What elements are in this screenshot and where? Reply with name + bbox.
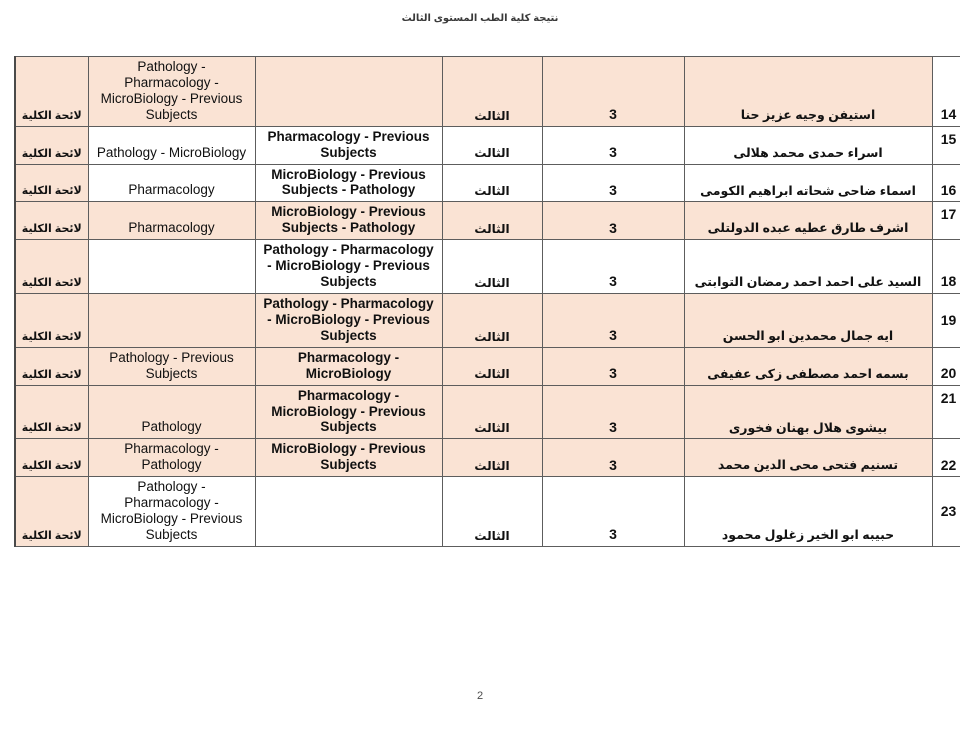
subjects-plain-cell: Pathology - Pharmacology - MicroBiology - Previous Subjects [88, 57, 255, 127]
regulation-cell: لائحة الكلية [15, 57, 88, 127]
subjects-bold-cell [255, 57, 442, 127]
level-number-cell: 3 [542, 385, 684, 439]
subjects-plain-cell: Pathology - MicroBiology [88, 126, 255, 164]
regulation-cell: لائحة الكلية [15, 439, 88, 477]
regulation-cell: لائحة الكلية [15, 164, 88, 202]
level-name-cell: الثالث [442, 293, 542, 347]
row-index-cell: 21 [932, 385, 960, 439]
subjects-plain-cell: Pathology - Pharmacology - MicroBiology - Previous Subjects [88, 477, 255, 547]
regulation-cell: لائحة الكلية [15, 240, 88, 294]
subjects-bold-cell: Pathology - Pharmacology - MicroBiology - Previous Subjects [255, 240, 442, 294]
table-row [15, 164, 960, 202]
table-row [15, 202, 960, 240]
subjects-plain-cell: Pharmacology - Pathology [88, 439, 255, 477]
row-index-cell: 22 [932, 439, 960, 477]
level-number-cell: 3 [542, 126, 684, 164]
level-name-cell: الثالث [442, 126, 542, 164]
results-table-body [15, 57, 960, 547]
subjects-bold-cell: Pharmacology - MicroBiology [255, 347, 442, 385]
table-row [15, 385, 960, 439]
subjects-bold-cell: Pharmacology - Previous Subjects [255, 126, 442, 164]
results-table-container [14, 56, 957, 547]
document-header-title: نتيجة كلية الطب المستوى الثالث [401, 13, 559, 24]
level-number-cell: 3 [542, 439, 684, 477]
level-number-cell: 3 [542, 293, 684, 347]
regulation-cell: لائحة الكلية [15, 126, 88, 164]
student-name-cell: السيد على احمد احمد رمضان التوابتى [684, 240, 932, 294]
student-name-cell: استيفن وجيه عزيز حنا [684, 57, 932, 127]
level-number-cell: 3 [542, 240, 684, 294]
subjects-bold-cell [255, 477, 442, 547]
subjects-bold-cell: MicroBiology - Previous Subjects - Pathology [255, 202, 442, 240]
subjects-plain-cell: Pathology - Previous Subjects [88, 347, 255, 385]
row-index-cell: 15 [932, 126, 960, 164]
table-row [15, 57, 960, 127]
level-name-cell: الثالث [442, 477, 542, 547]
row-index-cell: 14 [932, 57, 960, 127]
row-index-cell: 18 [932, 240, 960, 294]
table-row [15, 126, 960, 164]
student-name-cell: ايه جمال محمدين ابو الحسن [684, 293, 932, 347]
level-name-cell: الثالث [442, 57, 542, 127]
level-name-cell: الثالث [442, 202, 542, 240]
table-row [15, 347, 960, 385]
student-name-cell: اسراء حمدى محمد هلالى [684, 126, 932, 164]
subjects-bold-cell: Pharmacology - MicroBiology - Previous Subjects [255, 385, 442, 439]
level-number-cell: 3 [542, 202, 684, 240]
row-index-cell: 17 [932, 202, 960, 240]
row-index-cell: 23 [932, 477, 960, 547]
regulation-cell: لائحة الكلية [15, 347, 88, 385]
student-name-cell: تسنيم فتحى محى الدين محمد [684, 439, 932, 477]
student-name-cell: بيشوى هلال بهنان فخورى [684, 385, 932, 439]
regulation-cell: لائحة الكلية [15, 477, 88, 547]
results-table [14, 56, 960, 547]
table-row [15, 477, 960, 547]
level-name-cell: الثالث [442, 240, 542, 294]
student-name-cell: حبيبه ابو الخير زغلول محمود [684, 477, 932, 547]
student-name-cell: اسماء ضاحى شحاته ابراهيم الكومى [684, 164, 932, 202]
level-name-cell: الثالث [442, 347, 542, 385]
level-number-cell: 3 [542, 164, 684, 202]
level-number-cell: 3 [542, 347, 684, 385]
table-row [15, 439, 960, 477]
student-name-cell: اشرف طارق عطيه عبده الدولتلى [684, 202, 932, 240]
subjects-plain-cell: Pharmacology [88, 202, 255, 240]
subjects-plain-cell [88, 240, 255, 294]
subjects-bold-cell: Pathology - Pharmacology - MicroBiology - Previous Subjects [255, 293, 442, 347]
subjects-plain-cell: Pathology [88, 385, 255, 439]
table-row [15, 293, 960, 347]
level-name-cell: الثالث [442, 385, 542, 439]
subjects-bold-cell: MicroBiology - Previous Subjects - Pathology [255, 164, 442, 202]
regulation-cell: لائحة الكلية [15, 202, 88, 240]
level-name-cell: الثالث [442, 164, 542, 202]
subjects-bold-cell: MicroBiology - Previous Subjects [255, 439, 442, 477]
subjects-plain-cell: Pharmacology [88, 164, 255, 202]
row-index-cell: 19 [932, 293, 960, 347]
subjects-plain-cell [88, 293, 255, 347]
level-number-cell: 3 [542, 57, 684, 127]
level-name-cell: الثالث [442, 439, 542, 477]
regulation-cell: لائحة الكلية [15, 385, 88, 439]
level-number-cell: 3 [542, 477, 684, 547]
student-name-cell: بسمه احمد مصطفى زكى عفيفى [684, 347, 932, 385]
row-index-cell: 16 [932, 164, 960, 202]
row-index-cell: 20 [932, 347, 960, 385]
page-number: 2 [476, 690, 484, 702]
regulation-cell: لائحة الكلية [15, 293, 88, 347]
table-row [15, 240, 960, 294]
